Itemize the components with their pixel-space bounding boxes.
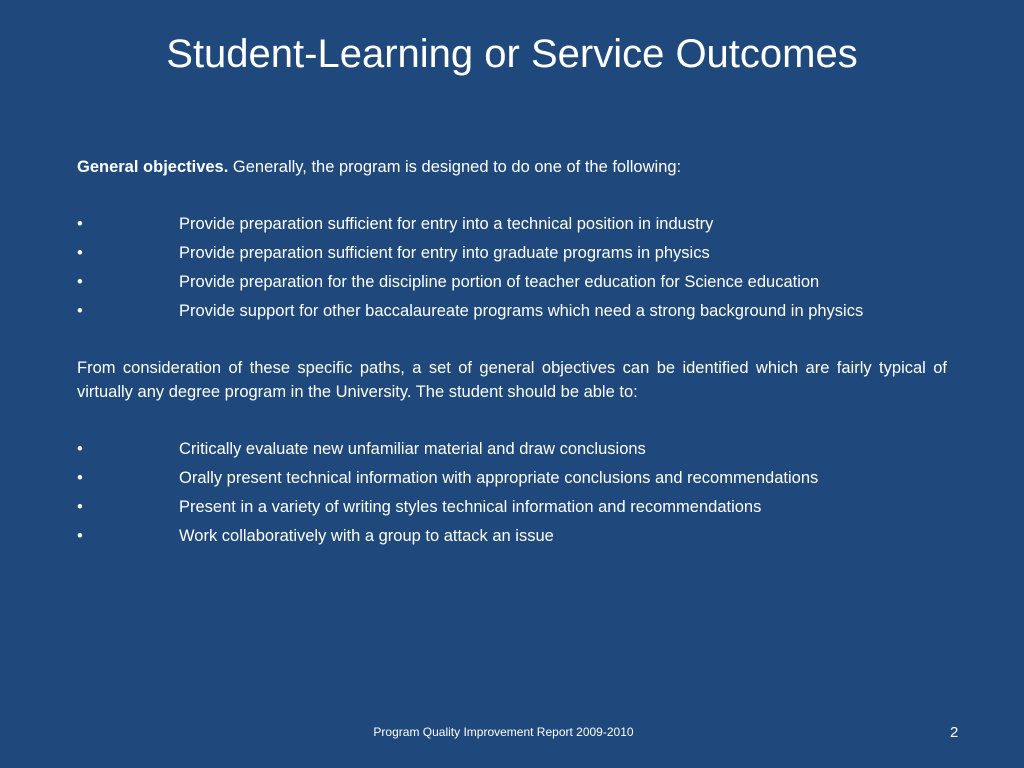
bullet-icon: • [77,215,83,233]
list-item-text: Provide preparation sufficient for entry into graduate programs in physics [179,244,710,262]
bullet-icon: • [77,302,83,320]
intro-text: Generally, the program is designed to do one of the following: [228,158,682,176]
list-item [77,466,947,495]
bullet-icon: • [77,244,83,262]
list-item [77,212,947,241]
slide-footer: Program Quality Improvement Report 2009-2010 [373,725,634,739]
list-item [77,437,947,466]
list-item-text: Present in a variety of writing styles technical information and recommendations [179,498,762,516]
page-number: 2 [950,724,959,741]
list-item-text: Work collaboratively with a group to attack an issue [179,527,554,545]
intro-paragraph [77,155,947,179]
list-item [77,270,947,299]
bullet-icon: • [77,498,83,516]
bullet-icon: • [77,273,83,291]
list-item-text: Critically evaluate new unfamiliar material and draw conclusions [179,440,646,458]
slide-title: Student-Learning or Service Outcomes [166,32,858,76]
list-item-text: Provide preparation sufficient for entry into a technical position in industry [179,215,714,233]
list-item-text: Orally present technical information with appropriate conclusions and recommendations [179,469,819,487]
list-item [77,241,947,270]
list-item-text: Provide support for other baccalaureate programs which need a strong background in physics [179,302,864,320]
objectives-list-1 [77,212,947,328]
general-objectives-paragraph: From consideration of these specific paths, a set of general objectives can be identified which are fairly typical of virtually any degree program in the University. The student should be able to: [77,359,947,401]
list-item-text: Provide preparation for the discipline portion of teacher education for Science education [179,273,820,291]
intro-lead: General objectives. [77,158,229,176]
objectives-list-2 [77,437,947,553]
list-item [77,299,947,328]
list-item [77,495,947,524]
bullet-icon: • [77,469,83,487]
bullet-icon: • [77,440,83,458]
list-item [77,524,947,553]
bullet-icon: • [77,527,83,545]
slide-body [77,155,947,553]
